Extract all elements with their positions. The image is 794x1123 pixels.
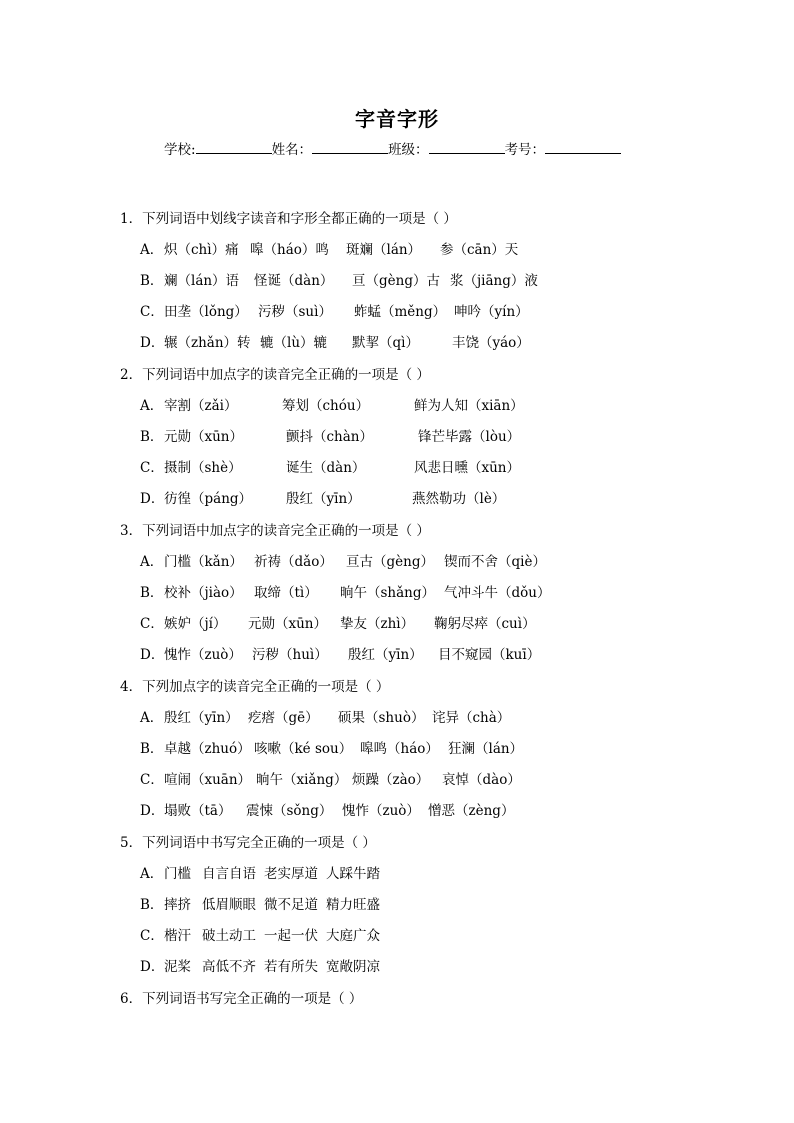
option-item: 亘古（gèng） [346, 554, 434, 570]
option-item: 目不窥园（kuī） [438, 647, 541, 663]
option-item: 元勋（xūn） [248, 616, 328, 632]
option-item: 憎恶（zèng） [428, 803, 515, 819]
option-item: 斑斓（lán） [346, 242, 422, 258]
option-item: 低眉顺眼 [202, 897, 256, 913]
option-letter: C． [140, 928, 164, 944]
question-stem: 6．下列词语书写完全正确的一项是（ ） [120, 991, 363, 1007]
option-b[interactable] [140, 737, 523, 757]
option-item: 愧怍（zuò） [164, 647, 242, 663]
option-c[interactable] [140, 456, 520, 476]
option-item: 锲而不舍（qiè） [444, 554, 546, 570]
option-item: 取缔（tì） [254, 585, 318, 601]
option-item: 辘（lù）辘 [260, 335, 328, 351]
option-item: 默挈（qì） [352, 335, 419, 351]
option-item: 嫉妒（jí） [164, 616, 227, 632]
option-item: 元勋（xūn） [164, 429, 244, 445]
option-item: 震悚（sǒng） [246, 803, 333, 819]
option-item: 宽敞阴凉 [326, 959, 380, 975]
option-item: 气冲斗牛（dǒu） [444, 585, 551, 601]
option-item: 愧怍（zuò） [342, 803, 420, 819]
option-item: 校补（jiào） [164, 585, 243, 601]
option-item: 自言自语 [202, 866, 256, 882]
class-label: 班级： [388, 142, 429, 158]
option-d[interactable] [140, 955, 380, 975]
name-label: 姓名： [271, 142, 313, 158]
option-item: 晌午（xiǎng） [256, 772, 348, 788]
option-item: 诞生（dàn） [286, 460, 366, 476]
option-d[interactable] [140, 643, 540, 663]
question-stem: 1．下列词语中划线字读音和字形全都正确的一项是（ ） [120, 211, 457, 227]
option-item: 摔挤 [164, 897, 191, 913]
option-a[interactable] [140, 862, 380, 882]
option-b[interactable] [140, 425, 520, 445]
option-letter: A． [140, 554, 164, 570]
option-item: 嗥鸣（háo） [360, 741, 439, 757]
option-letter: C． [140, 460, 164, 476]
option-item: 摄制（shè） [164, 460, 242, 476]
option-item: 斓（lán）语 [164, 273, 240, 289]
option-b[interactable] [140, 581, 550, 601]
option-item: 破土动工 [202, 928, 256, 944]
option-letter: B． [140, 741, 164, 757]
option-item: 宰割（zǎi） [164, 398, 238, 414]
option-letter: B． [140, 429, 164, 445]
option-item: 硕果（shuò） [338, 710, 425, 726]
option-letter: A． [140, 866, 164, 882]
option-item: 丰饶（yáo） [452, 335, 530, 351]
option-item: 泥桨 [164, 959, 191, 975]
option-letter: C． [140, 772, 164, 788]
option-item: 精力旺盛 [326, 897, 380, 913]
option-item: 咳嗽（ké sou） [254, 741, 353, 757]
option-letter: A． [140, 242, 164, 258]
option-d[interactable] [140, 799, 514, 819]
option-item: 人踩牛踏 [326, 866, 380, 882]
option-item: 呻吟（yín） [454, 304, 529, 320]
option-item: 彷徨（páng） [164, 491, 253, 507]
option-item: 诧异（chà） [432, 710, 511, 726]
option-item: 晌午（shǎng） [340, 585, 436, 601]
class-blank[interactable] [429, 139, 505, 154]
option-letter: D． [140, 959, 165, 975]
option-b[interactable] [140, 269, 538, 289]
option-item: 疙瘩（gē） [248, 710, 319, 726]
option-item: 殷红（yīn） [348, 647, 423, 663]
option-item: 挚友（zhì） [340, 616, 415, 632]
option-c[interactable] [140, 300, 529, 320]
option-item: 锋芒毕露（lòu） [418, 429, 521, 445]
school-blank[interactable] [196, 139, 272, 154]
option-item: 辗（zhǎn）转 [164, 335, 251, 351]
question-stem: 5．下列词语中书写完全正确的一项是（ ） [120, 835, 376, 851]
option-letter: C． [140, 304, 164, 320]
option-a[interactable] [140, 394, 524, 414]
option-letter: D． [140, 491, 165, 507]
student-info-line [164, 138, 621, 158]
option-item: 卓越（zhuó） [164, 741, 251, 757]
option-b[interactable] [140, 893, 380, 913]
option-letter: D． [140, 803, 165, 819]
option-item: 门槛 [164, 866, 191, 882]
option-c[interactable] [140, 768, 521, 788]
option-item: 喧闹（xuān） [164, 772, 252, 788]
option-d[interactable] [140, 487, 505, 507]
question-stem: 2．下列词语中加点字的读音完全正确的一项是（ ） [120, 367, 430, 383]
option-letter: B． [140, 273, 164, 289]
option-item: 风悲日曛（xūn） [414, 460, 521, 476]
option-item: 怪诞（dàn） [254, 273, 334, 289]
exam-no-label: 考号： [504, 142, 546, 158]
option-letter: C． [140, 616, 164, 632]
option-letter: D． [140, 647, 165, 663]
option-a[interactable] [140, 238, 518, 258]
option-item: 嗥（háo）鸣 [250, 242, 329, 258]
option-item: 筹划（chóu） [282, 398, 370, 414]
option-item: 塌败（tā） [164, 803, 232, 819]
option-item: 鞠躬尽瘁（cuì） [434, 616, 536, 632]
option-letter: B． [140, 585, 164, 601]
option-item: 微不足道 [264, 897, 318, 913]
option-item: 污秽（suì） [258, 304, 332, 320]
option-item: 亘（gèng）古 [352, 273, 440, 289]
option-item: 烦躁（zào） [352, 772, 430, 788]
option-item: 狂澜（lán） [448, 741, 524, 757]
option-item: 殷红（yīn） [286, 491, 361, 507]
option-a[interactable] [140, 706, 510, 726]
option-item: 一起一伏 [264, 928, 318, 944]
option-letter: A． [140, 710, 164, 726]
name-blank[interactable] [312, 139, 388, 154]
option-item: 田垄（lǒng） [164, 304, 248, 320]
option-item: 大庭广众 [326, 928, 380, 944]
option-item: 祈祷（dǎo） [254, 554, 333, 570]
option-item: 门槛（kǎn） [164, 554, 243, 570]
option-c[interactable] [140, 612, 536, 632]
option-item: 哀悼（dào） [442, 772, 521, 788]
option-item: 参（cān）天 [440, 242, 519, 258]
option-item: 颤抖（chàn） [286, 429, 373, 445]
option-d[interactable] [140, 331, 530, 351]
question-stem: 4．下列加点字的读音完全正确的一项是（ ） [120, 679, 390, 695]
option-letter: B． [140, 897, 164, 913]
option-item: 老实厚道 [264, 866, 318, 882]
option-item: 楷汗 [164, 928, 191, 944]
option-letter: D． [140, 335, 165, 351]
option-item: 蚱蜢（měng） [354, 304, 447, 320]
school-label: 学校: [164, 142, 196, 158]
option-item: 浆（jiāng）液 [450, 273, 538, 289]
page-title: 字音字形 [355, 107, 439, 131]
option-a[interactable] [140, 550, 546, 570]
question-stem: 3．下列词语中加点字的读音完全正确的一项是（ ） [120, 523, 430, 539]
exam-no-blank[interactable] [545, 139, 621, 154]
option-item: 炽（chì）痛 [164, 242, 239, 258]
option-letter: A． [140, 398, 164, 414]
option-c[interactable] [140, 924, 380, 944]
option-item: 高低不齐 [202, 959, 256, 975]
option-item: 若有所失 [264, 959, 318, 975]
option-item: 殷红（yīn） [164, 710, 239, 726]
option-item: 鲜为人知（xiān） [414, 398, 524, 414]
option-item: 燕然勒功（lè） [412, 491, 506, 507]
option-item: 污秽（huì） [252, 647, 328, 663]
